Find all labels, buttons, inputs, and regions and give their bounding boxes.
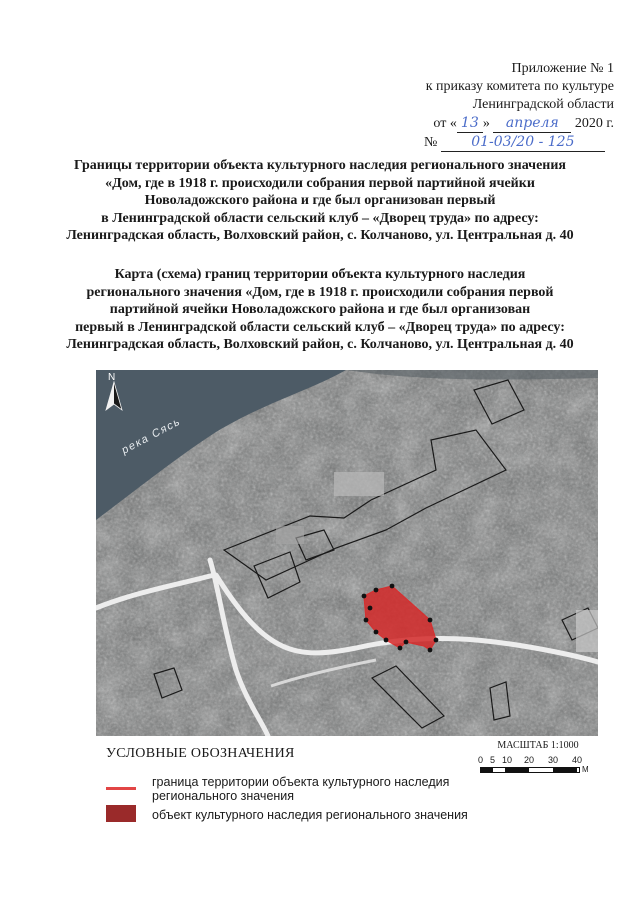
legend-title: УСЛОВНЫЕ ОБОЗНАЧЕНИЯ xyxy=(106,746,295,761)
title1-line: в Ленинградской области сельский клуб – «Дворец труда» по адресу: xyxy=(101,210,539,226)
number-value: 01-03/20 - 125 xyxy=(441,133,605,152)
scale-segment xyxy=(481,768,493,772)
rooftop xyxy=(334,472,384,496)
map-canvas xyxy=(96,370,598,736)
appendix-number-line xyxy=(354,133,614,152)
title1-line: «Дом, где в 1918 г. происходили собрания первой партийной ячейки xyxy=(105,175,535,191)
date-mid: » xyxy=(482,116,490,131)
rooftop xyxy=(576,610,598,652)
legend-item-object xyxy=(152,808,468,822)
scale-tick: 40 xyxy=(572,755,583,765)
scale-tick: 5 xyxy=(490,755,496,765)
scale-ticks xyxy=(478,755,598,767)
north-label: N xyxy=(108,372,116,383)
scale-bar xyxy=(478,740,598,773)
rooftop xyxy=(276,526,304,544)
title2-line: регионального значения «Дом, где в 1918 г. происходили собрания первой xyxy=(86,284,554,300)
legend-item-boundary xyxy=(152,775,449,803)
number-prefix: № xyxy=(424,135,438,150)
river-label: река Сясь xyxy=(119,415,183,457)
appendix-title: Приложение № 1 xyxy=(511,61,614,76)
date-year: 2020 г. xyxy=(574,116,614,131)
appendix-date-line xyxy=(354,114,614,133)
legend-object-swatch xyxy=(106,805,136,822)
scale-title: МАСШТАБ 1:1000 xyxy=(497,740,579,751)
date-day: 13 xyxy=(457,114,483,133)
appendix-order-line: к приказу комитета по культуре xyxy=(425,79,614,94)
date-prefix: от « xyxy=(433,116,457,131)
scale-segment xyxy=(553,768,577,772)
title2-line: первый в Ленинградской области сельский клуб – «Дворец труда» по адресу: xyxy=(75,319,565,335)
title-block-map xyxy=(0,266,640,354)
scale-graphic xyxy=(478,767,598,773)
satellite-map xyxy=(96,370,598,736)
legend-object-label: объект культурного наследия регионального значения xyxy=(152,808,468,822)
scale-tick: 10 xyxy=(502,755,513,765)
title2-line: партийной ячейки Новоладожского района и где был организован xyxy=(109,302,531,317)
legend-boundary-label-2: регионального значения xyxy=(152,789,295,803)
legend-boundary-label: граница территории объекта культурного наследия xyxy=(152,775,450,789)
scale-segment xyxy=(505,768,529,772)
title-block-boundaries xyxy=(0,157,640,245)
scale-tick: 20 xyxy=(524,755,535,765)
appendix-region-line: Ленинградской области xyxy=(472,97,614,112)
scale-tick: 0 xyxy=(478,755,484,765)
scale-unit: М xyxy=(582,765,589,774)
date-month: апреля xyxy=(493,114,571,133)
title2-line: Карта (схема) границ территории объекта культурного наследия xyxy=(114,267,526,282)
title1-line: Границы территории объекта культурного наследия регионального значения xyxy=(73,158,566,173)
scale-tick: 30 xyxy=(548,755,559,765)
title1-line: Ленинградская область, Волховский район, с. Колчаново, ул. Центральная д. 40 xyxy=(66,228,574,243)
legend-boundary-swatch xyxy=(106,787,136,790)
title1-line: Новоладожского района и где был организован первый xyxy=(144,193,496,208)
title2-line: Ленинградская область, Волховский район, с. Колчаново, ул. Центральная д. 40 xyxy=(66,337,574,352)
appendix-header xyxy=(354,60,614,152)
